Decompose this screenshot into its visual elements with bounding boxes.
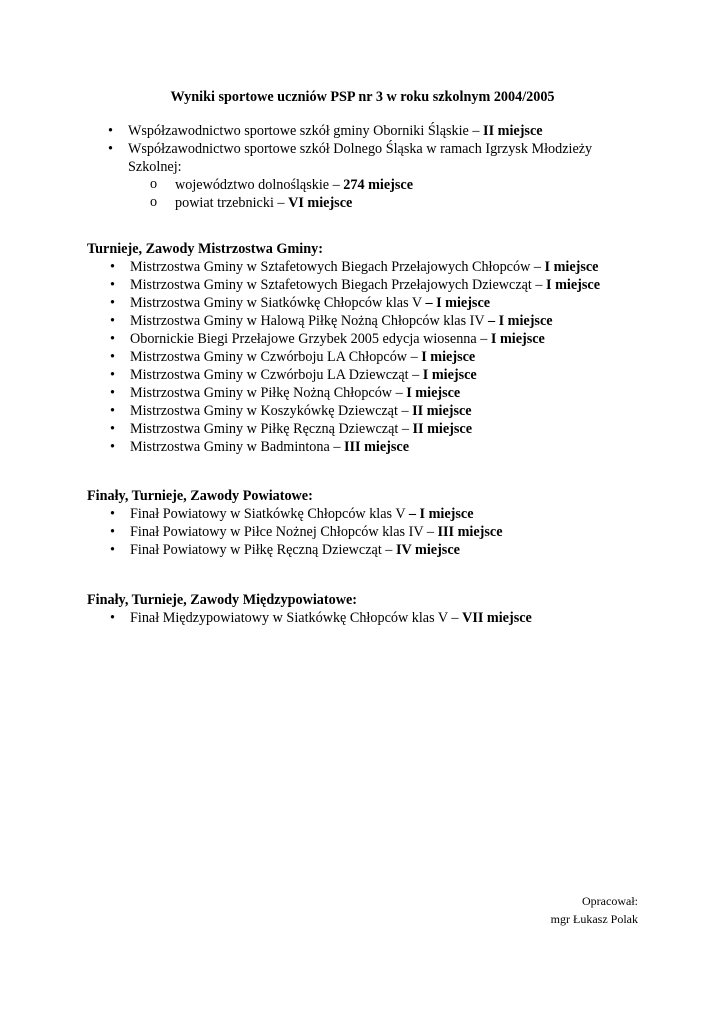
list-item: • Finał Powiatowy w Siatkówkę Chłopców klas V – I miejsce (87, 505, 687, 523)
rank-label: II miejsce (483, 123, 543, 139)
rank-label: VII miejsce (462, 610, 532, 626)
section-heading: Turnieje, Zawody Mistrzostwa Gminy: (87, 241, 323, 257)
rank-label: – I miejsce (408, 506, 474, 522)
list-item: • Mistrzostwa Gminy w Czwórboju LA Dziewcząt – I miejsce (87, 366, 687, 384)
rank-label: I miejsce (544, 259, 599, 275)
list-item: • Mistrzostwa Gminy w Koszykówkę Dziewcząt – II miejsce (87, 402, 687, 420)
section-miedzypowiat (87, 591, 687, 627)
list-item: • Mistrzostwa Gminy w Sztafetowych Biegach Przełajowych Dziewcząt – I miejsce (87, 276, 687, 294)
rank-label: I miejsce (546, 277, 601, 293)
signature-author: mgr Łukasz Polak (550, 912, 638, 926)
list-item: • Współzawodnictwo sportowe szkół Dolnego Śląska w ramach Igrzysk Młodzieży Szkolnej: (85, 140, 608, 176)
sub-list-item: o powiat trzebnicki – VI miejsce (128, 194, 685, 212)
list-item: • Mistrzostwa Gminy w Halową Piłkę Nożną Chłopców klas IV – I miejsce (87, 312, 687, 330)
intro-block (85, 122, 685, 212)
sub-list-item: o województwo dolnośląskie – 274 miejsce (128, 176, 685, 194)
intro-sublist (128, 176, 685, 212)
list-item: • Mistrzostwa Gminy w Badmintona – III miejsce (87, 438, 687, 456)
signature-label: Opracował: (582, 894, 638, 908)
rank-label: I miejsce (406, 385, 461, 401)
section-gmina (87, 240, 687, 456)
rank-label: I miejsce (490, 331, 545, 347)
section-powiat (87, 487, 687, 559)
list-item: • Mistrzostwa Gminy w Sztafetowych Biegach Przełajowych Chłopców – I miejsce (87, 258, 687, 276)
intro-list (85, 122, 685, 176)
list-item: • Obornickie Biegi Przełajowe Grzybek 2005 edycja wiosenna – I miejsce (87, 330, 687, 348)
list-item: • Współzawodnictwo sportowe szkół gminy Oborniki Śląskie – II miejsce (85, 122, 685, 140)
section-list (87, 258, 687, 456)
list-item: • Finał Powiatowy w Piłkę Ręczną Dziewcząt – IV miejsce (87, 541, 687, 559)
list-item: • Finał Międzypowiatowy w Siatkówkę Chłopców klas V – VII miejsce (87, 609, 687, 627)
section-heading: Finały, Turnieje, Zawody Międzypowiatowe: (87, 592, 357, 608)
rank-label: 274 miejsce (343, 177, 413, 193)
section-heading: Finały, Turnieje, Zawody Powiatowe: (87, 488, 313, 504)
signature-block (551, 892, 638, 928)
rank-label: – I miejsce (425, 295, 491, 311)
section-list (87, 609, 687, 627)
rank-label: I miejsce (422, 367, 477, 383)
section-list (87, 505, 687, 559)
rank-label: I miejsce (421, 349, 476, 365)
list-item: • Mistrzostwa Gminy w Siatkówkę Chłopców klas V – I miejsce (87, 294, 687, 312)
rank-label: III miejsce (343, 439, 409, 455)
rank-label: II miejsce (412, 403, 472, 419)
list-item: • Mistrzostwa Gminy w Piłkę Nożną Chłopców – I miejsce (87, 384, 687, 402)
rank-label: IV miejsce (395, 542, 460, 558)
rank-label: – I miejsce (487, 313, 553, 329)
rank-label: III miejsce (437, 524, 503, 540)
rank-label: VI miejsce (288, 195, 353, 211)
list-item: • Mistrzostwa Gminy w Piłkę Ręczną Dziewcząt – II miejsce (87, 420, 687, 438)
list-item: • Finał Powiatowy w Piłce Nożnej Chłopców klas IV – III miejsce (87, 523, 687, 541)
rank-label: II miejsce (412, 421, 472, 437)
document-title: Wyniki sportowe uczniów PSP nr 3 w roku szkolnym 2004/2005 (170, 89, 555, 105)
list-item: • Mistrzostwa Gminy w Czwórboju LA Chłopców – I miejsce (87, 348, 687, 366)
